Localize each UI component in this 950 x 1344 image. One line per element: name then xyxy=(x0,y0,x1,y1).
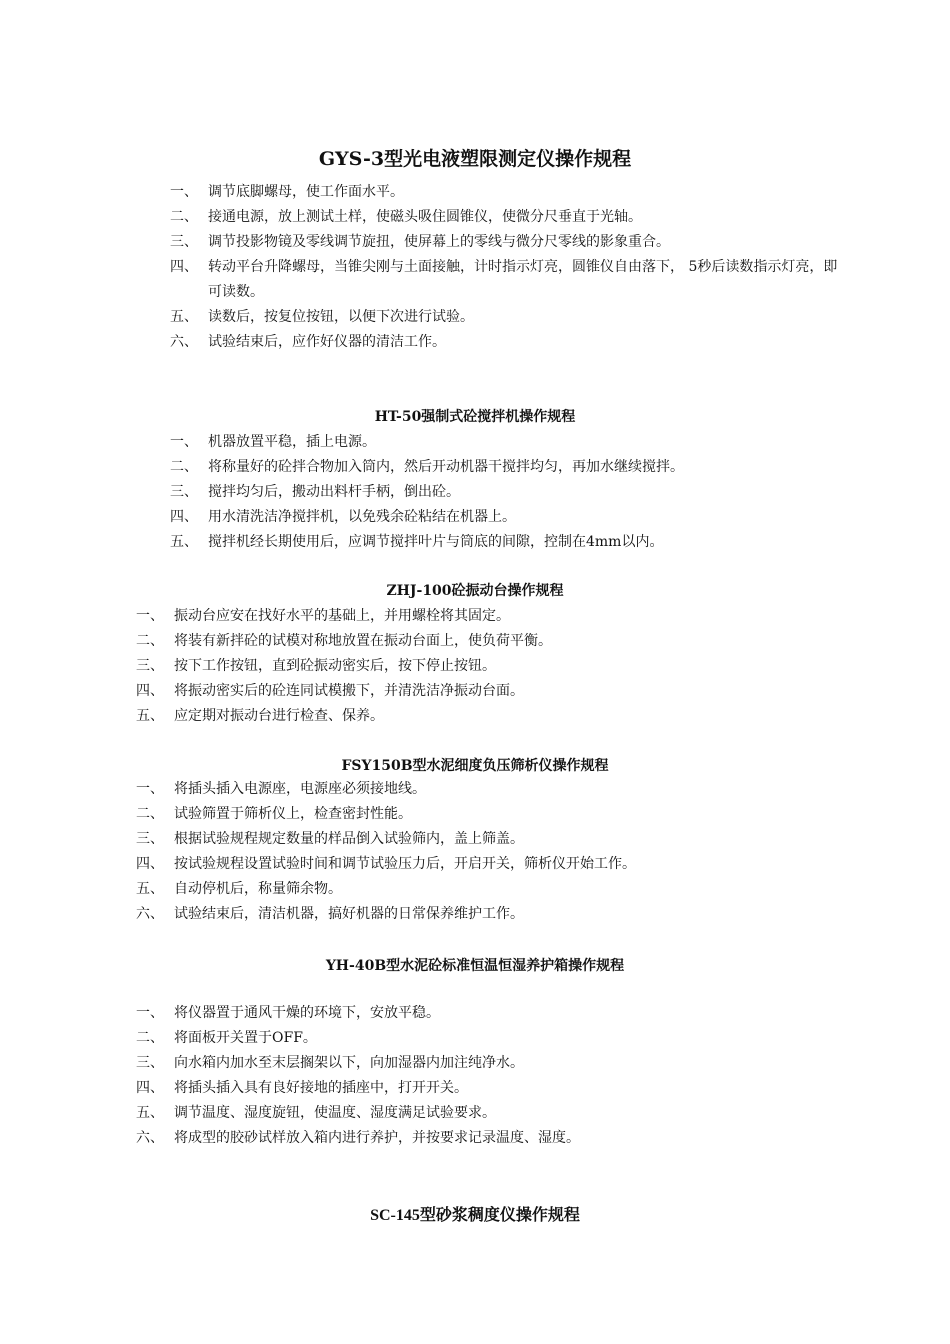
list-item: 五、 应定期对振动台进行检查、保养。 xyxy=(136,708,384,724)
list-item: 四、 将振动密实后的砼连同试模搬下，并清洗洁净振动台面。 xyxy=(136,683,524,699)
list-item: 一、 调节底脚螺母，使工作面水平。 xyxy=(170,184,404,200)
list-item: 四、 按试验规程设置试验时间和调节试验压力后，开启开关，筛析仪开始工作。 xyxy=(136,856,636,872)
list-item: 三、 根据试验规程规定数量的样品倒入试验筛内，盖上筛盖。 xyxy=(136,831,524,847)
section-title-ht50: HT-50强制式砼搅拌机操作规程 xyxy=(374,409,576,425)
list-item: 一、 将插头插入电源座，电源座必须接地线。 xyxy=(136,781,426,797)
list-item: 五、 自动停机后，称量筛余物。 xyxy=(136,881,342,897)
list-item: 三、 调节投影物镜及零线调节旋扭，使屏幕上的零线与微分尺零线的影象重合。 xyxy=(170,234,670,250)
list-item: 一、 机器放置平稳，插上电源。 xyxy=(170,434,376,450)
list-item: 六、 试验结束后，清洁机器，搞好机器的日常保养维护工作。 xyxy=(136,906,524,922)
list-item: 三、 搅拌均匀后，搬动出料杆手柄，倒出砼。 xyxy=(170,484,460,500)
section-title-yh40b: YH-40B型水泥砼标准恒温恒湿养护箱操作规程 xyxy=(325,958,625,974)
section-title-zhj100: ZHJ-100砼振动台操作规程 xyxy=(386,583,564,599)
list-item: 二、 将称量好的砼拌合物加入筒内，然后开动机器干搅拌均匀，再加水继续搅拌。 xyxy=(170,459,684,475)
list-item: 六、 试验结束后，应作好仪器的清洁工作。 xyxy=(170,334,446,350)
list-item: 二、 将面板开关置于OFF。 xyxy=(136,1030,317,1046)
list-item: 一、 振动台应安在找好水平的基础上，并用螺栓将其固定。 xyxy=(136,608,510,624)
list-item: 二、 接通电源，放上测试土样，使磁头吸住圆锥仪，使微分尺垂直于光轴。 xyxy=(170,209,642,225)
section-title-fsy150b: FSY150B型水泥细度负压筛析仪操作规程 xyxy=(341,758,609,774)
list-item: 四、 用水清洗洁净搅拌机，以免残余砼粘结在机器上。 xyxy=(170,509,516,525)
section-title-sc145: SC-145型砂浆稠度仪操作规程 xyxy=(370,1207,580,1224)
list-item: 三、 向水箱内加水至末层搁架以下，向加湿器内加注纯净水。 xyxy=(136,1055,524,1071)
list-item: 五、 调节温度、湿度旋钮，使温度、湿度满足试验要求。 xyxy=(136,1105,496,1121)
list-item: 四、 转动平台升降螺母，当锥尖刚与土面接触，计时指示灯亮，圆锥仪自由落下， 5秒后读数指示灯亮，即可读数。 xyxy=(170,259,838,300)
list-item: 一、 将仪器置于通风干燥的环境下，安放平稳。 xyxy=(136,1005,440,1021)
section-title-gys3: GYS-3型光电液塑限测定仪操作规程 xyxy=(318,148,632,170)
list-item: 四、 将插头插入具有良好接地的插座中，打开开关。 xyxy=(136,1080,468,1096)
list-item: 六、 将成型的胶砂试样放入箱内进行养护，并按要求记录温度、湿度。 xyxy=(136,1130,580,1146)
list-item: 三、 按下工作按钮，直到砼振动密实后，按下停止按钮。 xyxy=(136,658,496,674)
list-item: 二、 将装有新拌砼的试模对称地放置在振动台面上，使负荷平衡。 xyxy=(136,633,552,649)
list-item: 五、 搅拌机经长期使用后，应调节搅拌叶片与筒底的间隙，控制在4mm以内。 xyxy=(170,534,664,550)
list-item: 二、 试验筛置于筛析仪上，检查密封性能。 xyxy=(136,806,412,822)
list-item: 五、 读数后，按复位按钮，以便下次进行试验。 xyxy=(170,309,474,325)
